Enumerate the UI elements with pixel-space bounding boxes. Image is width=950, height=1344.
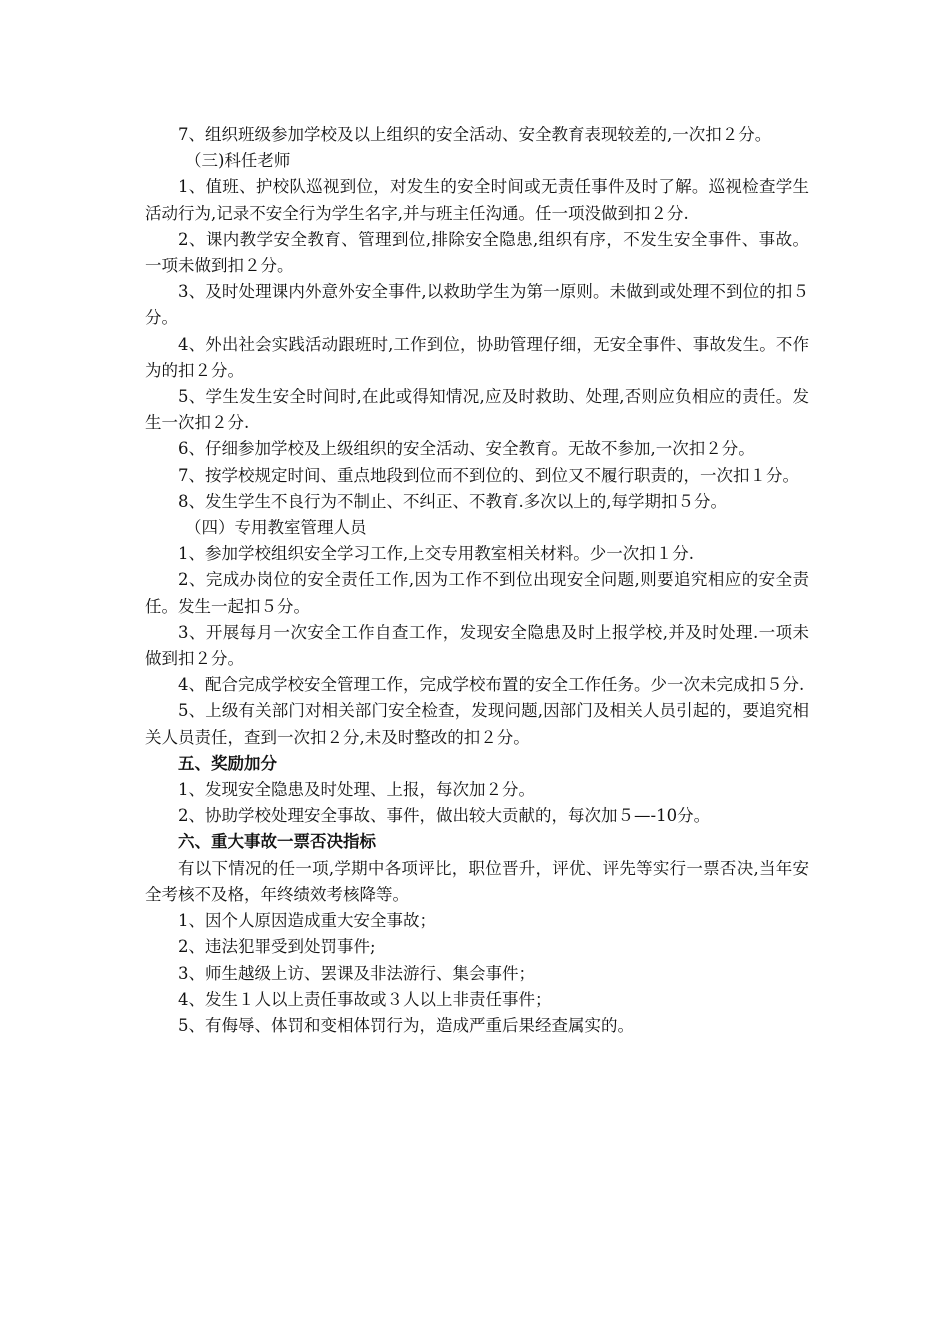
item-3-monthly-self-check: 3、开展每月一次安全工作自查工作，发现安全隐患及时上报学校,并及时处理.一项未做到扣２分。 (145, 622, 809, 669)
item-3-handle-accidents: 3、及时处理课内外意外安全事件,以救助学生为第一原则。未做到或处理不到位的扣５分。 (145, 282, 809, 328)
item-1-safety-study: 1、参加学校组织安全学习工作,上交专用教室相关材料。少一次扣１分. (178, 544, 694, 564)
item-4-cooperate-management: 4、配合完成学校安全管理工作，完成学校布置的安全工作任务。少一次未完成扣５分. (178, 675, 805, 695)
subheading-subject-teacher: （三)科任老师 (185, 151, 291, 171)
veto-1: 1、因个人原因造成重大安全事故； (178, 911, 436, 931)
document-page (145, 122, 809, 1039)
veto-2: 2、违法犯罪受到处罚事件; (178, 937, 376, 957)
item-7-key-locations: 7、按学校规定时间、重点地段到位而不到位的、到位又不履行职责的，一次扣１分。 (178, 465, 799, 485)
item-8-misbehavior: 8、发生学生不良行为不制止、不纠正、不教育.多次以上的,每学期扣５分。 (178, 491, 727, 511)
item-6-participation: 6、仔细参加学校及上级组织的安全活动、安全教育。无故不参加,一次扣２分。 (178, 439, 755, 459)
veto-4: 4、发生１人以上责任事故或３人以上非责任事件； (178, 989, 552, 1009)
heading-veto: 六、重大事故一票否决指标 (178, 832, 376, 852)
item-7-class-teacher: 7、组织班级参加学校及以上组织的安全活动、安全教育表现较差的,一次扣２分。 (178, 125, 772, 144)
subheading-special-classroom: （四）专用教室管理人员 (185, 518, 367, 538)
reward-2: 2、协助学校处理安全事故、事件，做出较大贡献的，每次加５—-10分。 (178, 806, 711, 826)
heading-rewards: 五、奖励加分 (178, 753, 277, 773)
item-5-rescue: 5、学生发生安全时间时,在此或得知情况,应及时救助、处理,否则应负相应的责任。发生一次扣２分. (145, 387, 809, 433)
item-2-post-responsibility: 2、完成办岗位的安全责任工作,因为工作不到位出现安全问题,则要追究相应的安全责任。发生一起扣５分。 (145, 570, 809, 616)
veto-intro: 有以下情况的任一项,学期中各项评比，职位晋升，评优、评先等实行一票否决,当年安全考核不及格，年终绩效考核降等。 (145, 858, 809, 904)
veto-3: 3、师生越级上访、罢课及非法游行、集会事件； (178, 963, 535, 983)
item-5-inspection: 5、上级有关部门对相关部门安全检查，发现问题,因部门及相关人员引起的，要追究相关人员责任，查到一次扣２分,未及时整改的扣２分。 (145, 701, 809, 747)
reward-1: 1、发现安全隐患及时处理、上报，每次加２分。 (178, 780, 535, 800)
item-1-duty-patrol: 1、值班、护校队巡视到位，对发生的安全时间或无责任事件及时了解。巡视检查学生活动行为,记录不安全行为学生名字,并与班主任沟通。任一项没做到扣２分. (145, 177, 809, 223)
item-2-classroom-safety: 2、课内教学安全教育、管理到位,排除安全隐患,组织有序，不发生安全事件、事故。一项未做到扣２分。 (145, 229, 809, 276)
item-4-outing-activities: 4、外出社会实践活动跟班时,工作到位，协助管理仔细，无安全事件、事故发生。不作为的扣２分。 (145, 334, 809, 380)
veto-5: 5、有侮辱、体罚和变相体罚行为，造成严重后果经查属实的。 (178, 1015, 634, 1035)
